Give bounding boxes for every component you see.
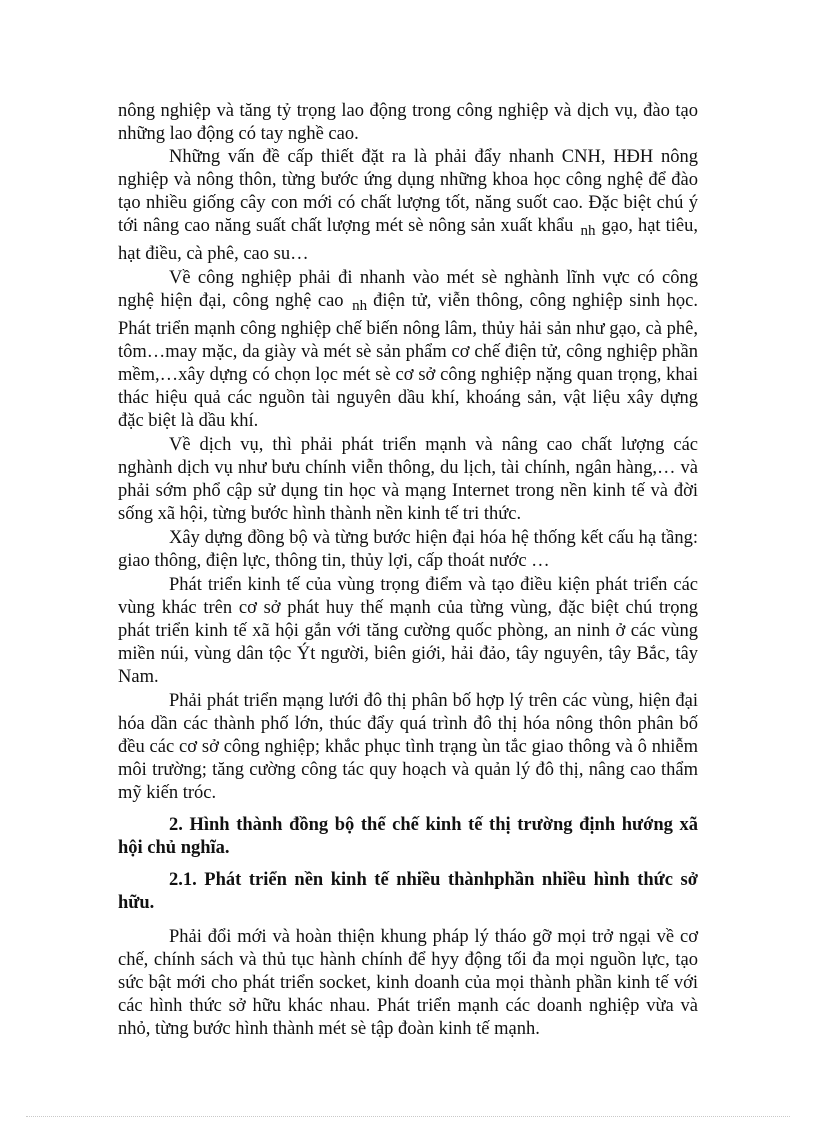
paragraph-text: Những vấn đề cấp thiết đặt ra là phải đẩy nhanh CNH, HĐH nông nghiệp và nông thôn, từng bước ứng dụng những khoa học công nghệ để đào tạo nhiều giống cây con mới có chất lượng tốt, năng suốt cao. Đặc biệt chú ý tới nâng cao năng suất chất lượng mét sè nông sản xuất khẩu — [118, 147, 698, 236]
paragraph-regional-development: Phát triển kinh tế của vùng trọng điểm và tạo điều kiện phát triển các vùng khác trên cơ sở phát huy thế mạnh của từng vùng, đặc biệt chú trọng phát triển kinh tế xã hội gắn với tăng cường quốc phòng, an ninh ở các vùng miền núi, vùng dân tộc Ýt người, biên giới, hải đảo, tây nguyên, tây Bắc, tây Nam. — [118, 575, 698, 687]
subscript-fragment: nh — [580, 223, 596, 239]
section-heading: 2. Hình thành đồng bộ thể chế kinh tế thị trường định hướng xã hội chủ nghĩa. — [118, 815, 698, 858]
paragraph-services: Về dịch vụ, thì phải phát triển mạnh và nâng cao chất lượng các nghành dịch vụ như bưu chính viễn thông, du lịch, tài chính, ngân hàng,… và phải sớm phổ cập sử dụng tin học và mạng Internet trong nền kinh tế và đời sống xã hội, từng bước hình thành nền kinh tế tri thức. — [118, 435, 698, 524]
paragraph-urban-network: Phải phát triển mạng lưới đô thị phân bố hợp lý trên các vùng, hiện đại hóa dần các thành phố lớn, thúc đẩy quá trình đô thị hóa nông thôn phân bố đều các cơ sở công nghiệp; khắc phục tình trạng ùn tắc giao thông và ô nhiễm môi trường; tăng cường công tác quy hoạch và quản lý đô thị, nâng cao thẩm mỹ kiến tróc. — [118, 691, 698, 803]
paragraph-agriculture — [118, 146, 698, 266]
paragraph-ownership-reform: Phải đổi mới và hoàn thiện khung pháp lý tháo gỡ mọi trở ngại về cơ chế, chính sách và thủ tục hành chính để hyy động tối đa mọi nguồn lực, tạo sức bật mới cho phát triển socket, kinh doanh của mọi thành phần kinh tế với các hình thức sở hữu khác nhau. Phát triển mạnh các doanh nghiệp vừa và nhỏ, từng bước hình thành mét sè tập đoàn kinh tế mạnh. — [118, 927, 698, 1039]
paragraph-text: gạo, hạt tiêu, hạt điều, cà phê, cao su… — [118, 216, 698, 264]
document-page — [118, 100, 698, 1041]
paragraph-continuation: nông nghiệp và tăng tỷ trọng lao động trong công nghiệp và dịch vụ, đào tạo những lao động có tay nghề cao. — [118, 101, 698, 144]
subscript-fragment: nh — [352, 298, 368, 314]
page-bottom-divider — [26, 1116, 790, 1117]
paragraph-infrastructure: Xây dựng đồng bộ và từng bước hiện đại hóa hệ thống kết cấu hạ tầng: giao thông, điện lực, thông tin, thủy lợi, cấp thoát nước … — [118, 528, 698, 571]
paragraph-industry — [118, 267, 698, 433]
paragraph-text: điện tử, viễn thông, công nghiệp sinh học. Phát triển mạnh công nghiệp chế biến nông lâm, thủy hải sản như gạo, cà phê, tôm…may mặc, da giày và mét sè sản phẩm cơ chế điện tử, công nghiệp phần mềm,…xây dựng có chọn lọc mét sè cơ sở công nghiệp nặng quan trọng, khai thác hiệu quả các nguồn tài nguyên dầu khí, khoáng sản, vật liệu xây dựng đặc biệt là dầu khí. — [118, 291, 699, 431]
paragraph-text: Về công nghiệp phải đi nhanh vào mét sè nghành lĩnh vực có công nghệ hiện đại, công nghệ cao — [118, 268, 698, 311]
subsection-heading: 2.1. Phát triển nền kinh tế nhiều thànhphần nhiều hình thức sở hữu. — [118, 870, 698, 913]
